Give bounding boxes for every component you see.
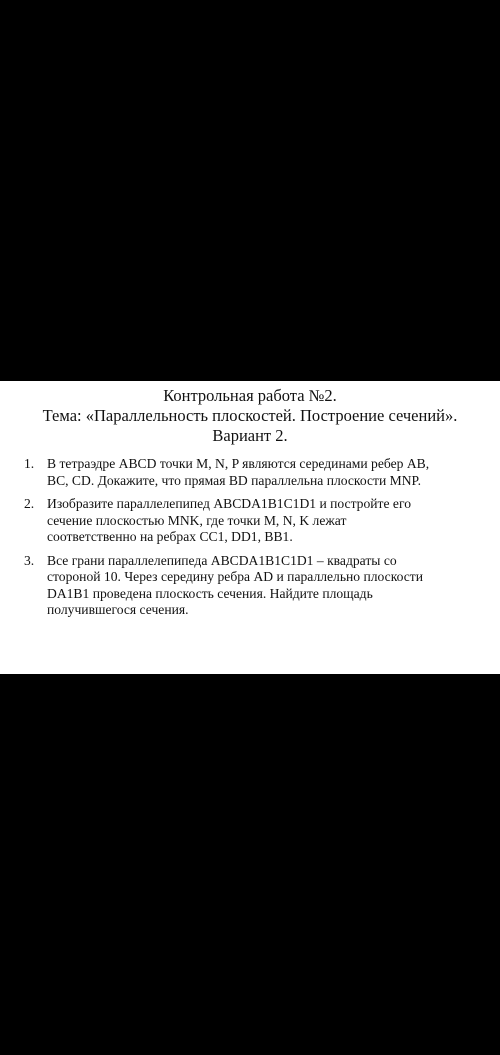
task-number: 1. xyxy=(24,456,35,471)
document-topic: Тема: «Параллельность плоскостей. Построение сечений». xyxy=(42,406,458,425)
task-list xyxy=(0,456,500,619)
task-number: 2. xyxy=(24,496,35,511)
task-number: 3. xyxy=(24,552,35,568)
task-line: Все грани параллелепипеда ABCDA1B1C1D1 – квадраты со xyxy=(47,552,397,568)
document-variant: Вариант 2. xyxy=(212,426,288,445)
document-page xyxy=(0,381,500,674)
task-line: В тетраэдре ABCD точки M, N, P являются серединами ребер AB, xyxy=(47,456,430,471)
task-line: BC, CD. Докажите, что прямая BD параллельна плоскости MNP. xyxy=(47,472,421,488)
document-header xyxy=(0,381,500,446)
document-title: Контрольная работа №2. xyxy=(163,386,337,405)
task-line: DA1B1 проведена плоскость сечения. Найдите площадь xyxy=(47,585,373,601)
task-line: получившегося сечения. xyxy=(47,602,189,617)
task-item-2 xyxy=(0,496,500,546)
task-line: соответственно на ребрах CC1, DD1, BB1. xyxy=(47,529,293,544)
task-item-3 xyxy=(0,553,500,619)
task-item-1 xyxy=(0,456,500,489)
task-line: сечение плоскостью MNK, где точки M, N, K лежат xyxy=(47,512,347,528)
task-line: стороной 10. Через середину ребра AD и параллельно плоскости xyxy=(47,569,424,584)
task-line: Изобразите параллелепипед ABCDA1B1C1D1 и постройте его xyxy=(47,496,411,511)
